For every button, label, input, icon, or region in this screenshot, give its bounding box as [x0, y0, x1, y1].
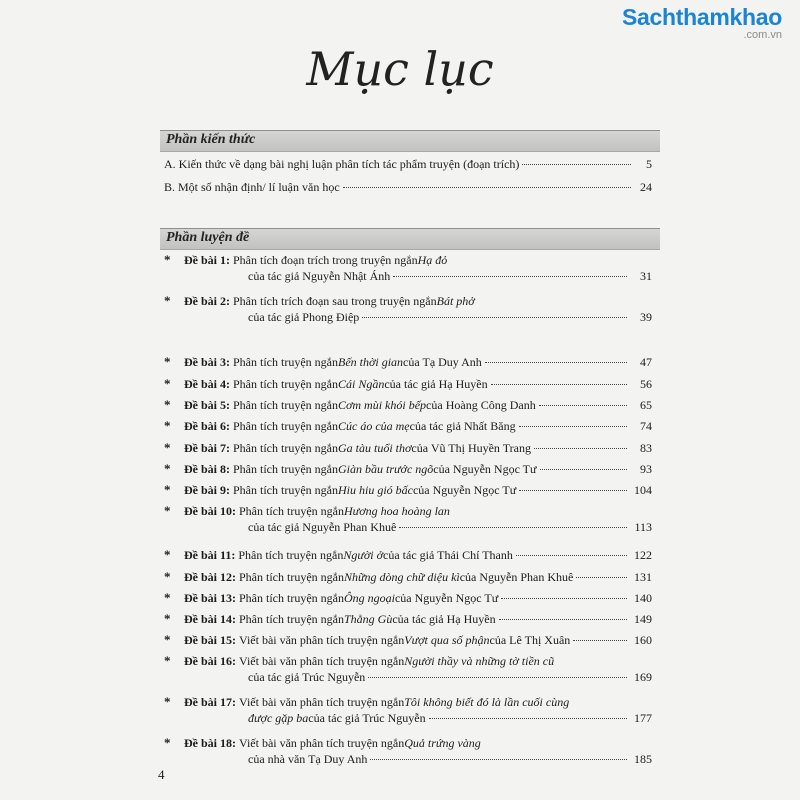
exercise-prefix: Phân tích truyện ngắn — [239, 570, 344, 584]
exercise-page: 93 — [640, 462, 652, 476]
exercise-prefix: Phân tích truyện ngắn — [233, 398, 338, 412]
exercise-description — [233, 441, 652, 456]
asterisk-icon: * — [164, 461, 171, 476]
exercise-description — [239, 504, 652, 519]
exercise-prefix: Phân tích truyện ngắn — [239, 612, 344, 626]
page-title: Mục lục — [306, 42, 494, 96]
work-title: Hương hoa hoàng lan — [343, 504, 450, 518]
work-title: Cúc áo của mẹ — [337, 419, 410, 433]
exercise-description — [233, 462, 652, 477]
exercise-author: của tác giả Hạ Huyền — [384, 377, 488, 391]
work-title: Giàn bầu trước ngõ — [337, 462, 434, 476]
leader-dots — [370, 759, 627, 760]
asterisk-icon: * — [164, 653, 171, 668]
exercise-label: Đề bài 4: — [184, 377, 230, 391]
leader-dots — [393, 276, 627, 277]
exercise-entry — [164, 653, 652, 685]
exercise-description — [238, 548, 652, 563]
section-heading-exercises — [160, 228, 660, 250]
exercise-author: của nhà văn Tạ Duy Anh — [248, 752, 368, 766]
toc-item-b — [164, 180, 652, 195]
toc-item-page: 5 — [646, 157, 652, 171]
leader-dots — [343, 187, 631, 188]
toc-item-page: 24 — [640, 180, 652, 194]
exercise-entry — [164, 354, 652, 370]
exercise-entry — [164, 503, 652, 535]
asterisk-icon: * — [164, 418, 171, 433]
leader-dots — [519, 426, 627, 427]
exercise-page: 113 — [634, 520, 652, 534]
work-title: Cơm mùi khói bếp — [337, 398, 427, 412]
exercise-description — [233, 483, 652, 498]
exercise-label: Đề bài 11: — [184, 548, 236, 562]
leader-dots — [362, 317, 627, 318]
work-title: Người thầy và những tờ tiền cũ — [404, 654, 555, 668]
exercise-page: 160 — [634, 633, 652, 647]
leader-dots — [522, 164, 631, 165]
exercise-entry — [164, 252, 652, 284]
exercise-prefix: Viết bài văn phân tích truyện ngắn — [239, 654, 405, 668]
page-number: 4 — [158, 767, 165, 782]
leader-dots — [534, 448, 627, 449]
exercise-author: của tác giả Trúc Nguyễn — [248, 670, 366, 684]
exercise-author: của tác giả Nguyễn Phan Khuê — [248, 520, 397, 534]
exercise-description — [239, 570, 652, 585]
exercise-author: của Nguyễn Phan Khuê — [459, 570, 574, 584]
exercise-label: Đề bài 14: — [184, 612, 236, 626]
watermark-main: Sachthamkhao — [621, 4, 782, 30]
exercise-author: của Nguyễn Ngọc Tư — [433, 462, 537, 476]
exercise-author: của Nguyễn Ngọc Tư — [394, 591, 499, 605]
exercise-label: Đề bài 10: — [184, 504, 236, 518]
leader-dots — [540, 469, 627, 470]
asterisk-icon: * — [164, 376, 171, 391]
asterisk-icon: * — [164, 590, 171, 605]
section-heading-label: Phần luyện đề — [166, 230, 250, 245]
asterisk-icon: * — [164, 547, 171, 562]
exercise-description — [233, 377, 652, 392]
asterisk-icon: * — [164, 694, 171, 709]
leader-dots — [516, 555, 627, 556]
exercise-label: Đề bài 6: — [184, 419, 230, 433]
exercise-prefix: Viết bài văn phân tích truyện ngắn — [239, 633, 405, 647]
exercise-label: Đề bài 3: — [184, 355, 230, 369]
exercise-entry — [164, 418, 652, 434]
exercise-prefix: Phân tích truyện ngắn — [233, 419, 338, 433]
watermark — [622, 6, 782, 41]
exercise-author: của tác giả Nguyễn Nhật Ánh — [248, 269, 391, 283]
exercise-description — [233, 253, 652, 268]
exercise-page: 39 — [640, 310, 652, 324]
exercise-author: của Vũ Thị Huyền Trang — [411, 441, 531, 455]
exercise-author: của tác giả Phong Điệp — [248, 310, 360, 324]
work-title: Người ở — [343, 548, 384, 562]
exercise-entry — [164, 461, 652, 477]
toc-item-text: B. Một số nhận định/ lí luận văn học — [164, 180, 340, 194]
exercise-prefix: Phân tích truyện ngắn — [239, 591, 344, 605]
exercise-page: 140 — [634, 591, 652, 605]
exercise-description — [239, 591, 652, 606]
exercise-author: của tác giả Thái Chí Thanh — [383, 548, 513, 562]
asterisk-icon: * — [164, 569, 171, 584]
exercise-prefix: Viết bài văn phân tích truyện ngắn — [239, 695, 405, 709]
exercise-prefix: Phân tích trích đoạn sau trong truyện ngắn — [233, 294, 437, 308]
exercise-page: 47 — [640, 355, 652, 369]
asterisk-icon: * — [164, 354, 171, 369]
exercise-description — [239, 654, 652, 669]
asterisk-icon: * — [164, 397, 171, 412]
exercise-prefix: Phân tích truyện ngắn — [233, 483, 338, 497]
leader-dots — [501, 598, 627, 599]
exercise-label: Đề bài 16: — [184, 654, 236, 668]
toc-item-text: A. Kiến thức về dạng bài nghị luận phân tích tác phẩm truyện (đoạn trích) — [164, 157, 520, 171]
exercise-page: 104 — [634, 483, 652, 497]
exercise-description — [239, 612, 652, 627]
exercise-author: của tác giả Nhất Băng — [409, 419, 516, 433]
exercise-label: Đề bài 18: — [184, 736, 236, 750]
exercise-entry — [164, 569, 652, 585]
exercise-page: 83 — [640, 441, 652, 455]
exercise-page: 122 — [634, 548, 652, 562]
work-title-continued: được gặp ba — [248, 711, 309, 725]
asterisk-icon: * — [164, 611, 171, 626]
work-title: Vượt qua số phận — [404, 633, 490, 647]
exercise-author: của Lê Thị Xuân — [489, 633, 571, 647]
exercise-description — [233, 355, 652, 370]
work-title: Quả trứng vàng — [404, 736, 481, 750]
exercise-label: Đề bài 17: — [184, 695, 236, 709]
exercise-entry — [164, 632, 652, 648]
exercise-page: 169 — [634, 670, 652, 684]
work-title: Tôi không biết đó là lần cuối cùng — [404, 695, 570, 709]
exercise-prefix: Phân tích truyện ngắn — [233, 441, 338, 455]
leader-dots — [491, 384, 627, 385]
asterisk-icon: * — [164, 632, 171, 647]
exercise-prefix: Phân tích truyện ngắn — [233, 462, 338, 476]
exercise-entry — [164, 293, 652, 325]
exercise-page: 74 — [640, 419, 652, 433]
exercise-prefix: Viết bài văn phân tích truyện ngắn — [239, 736, 405, 750]
exercise-prefix: Phân tích truyện ngắn — [233, 377, 338, 391]
exercise-page: 56 — [640, 377, 652, 391]
exercise-author: của tác giả Hạ Huyền — [392, 612, 496, 626]
section-heading-label: Phần kiến thức — [166, 132, 256, 147]
asterisk-icon: * — [164, 482, 171, 497]
exercise-label: Đề bài 15: — [184, 633, 236, 647]
exercise-label: Đề bài 13: — [184, 591, 236, 605]
leader-dots — [399, 527, 627, 528]
exercise-prefix: Phân tích truyện ngắn — [238, 548, 344, 562]
exercise-description — [239, 633, 652, 648]
exercise-entry — [164, 694, 652, 726]
work-title: Bát phở — [436, 294, 475, 308]
exercise-author: của tác giả Trúc Nguyễn — [308, 711, 426, 725]
asterisk-icon: * — [164, 293, 171, 308]
leader-dots — [429, 718, 627, 719]
exercise-page: 185 — [634, 752, 652, 766]
work-title: Hiu hiu gió bấc — [337, 483, 413, 497]
exercise-entry — [164, 440, 652, 456]
leader-dots — [485, 362, 627, 363]
exercise-prefix: Phân tích đoạn trích trong truyện ngắn — [233, 253, 418, 267]
work-title: Hạ đỏ — [417, 253, 448, 267]
exercise-description — [239, 695, 652, 710]
work-title: Ông ngoại — [343, 591, 395, 605]
watermark-sub: .com.vn — [743, 29, 782, 41]
exercise-page: 131 — [634, 570, 652, 584]
exercise-label: Đề bài 9: — [184, 483, 230, 497]
exercise-entry — [164, 611, 652, 627]
leader-dots — [519, 490, 627, 491]
work-title: Những dòng chữ diệu kì — [343, 570, 460, 584]
section-heading-knowledge — [160, 130, 660, 152]
exercise-description — [233, 398, 652, 413]
exercise-entry — [164, 590, 652, 606]
work-title: Thằng Gù — [343, 612, 393, 626]
work-title: Cái Ngần — [337, 377, 385, 391]
exercise-label: Đề bài 2: — [184, 294, 230, 308]
exercise-page: 31 — [640, 269, 652, 283]
exercise-page: 177 — [634, 711, 652, 725]
leader-dots — [573, 640, 627, 641]
exercise-page: 149 — [634, 612, 652, 626]
exercise-entry — [164, 376, 652, 392]
exercise-page: 65 — [640, 398, 652, 412]
exercise-label: Đề bài 7: — [184, 441, 230, 455]
exercise-author: của Hoàng Công Danh — [426, 398, 536, 412]
asterisk-icon: * — [164, 252, 171, 267]
exercise-entry — [164, 482, 652, 498]
exercise-label: Đề bài 8: — [184, 462, 230, 476]
exercise-description — [233, 419, 652, 434]
exercise-entry — [164, 547, 652, 563]
exercise-entry — [164, 397, 652, 413]
exercise-author: của Tạ Duy Anh — [403, 355, 482, 369]
leader-dots — [499, 619, 627, 620]
exercise-author: của Nguyễn Ngọc Tư — [412, 483, 517, 497]
asterisk-icon: * — [164, 735, 171, 750]
exercise-label: Đề bài 12: — [184, 570, 236, 584]
exercise-label: Đề bài 1: — [184, 253, 230, 267]
leader-dots — [539, 405, 627, 406]
exercise-description — [233, 294, 652, 309]
work-title: Bến thời gian — [337, 355, 404, 369]
work-title: Ga tàu tuổi thơ — [337, 441, 412, 455]
asterisk-icon: * — [164, 503, 171, 518]
leader-dots — [576, 577, 627, 578]
asterisk-icon: * — [164, 440, 171, 455]
exercise-prefix: Phân tích truyện ngắn — [239, 504, 344, 518]
exercise-description — [239, 736, 652, 751]
toc-item-a — [164, 157, 652, 172]
exercise-entry — [164, 735, 652, 767]
exercise-label: Đề bài 5: — [184, 398, 230, 412]
leader-dots — [368, 677, 627, 678]
exercise-prefix: Phân tích truyện ngắn — [233, 355, 338, 369]
